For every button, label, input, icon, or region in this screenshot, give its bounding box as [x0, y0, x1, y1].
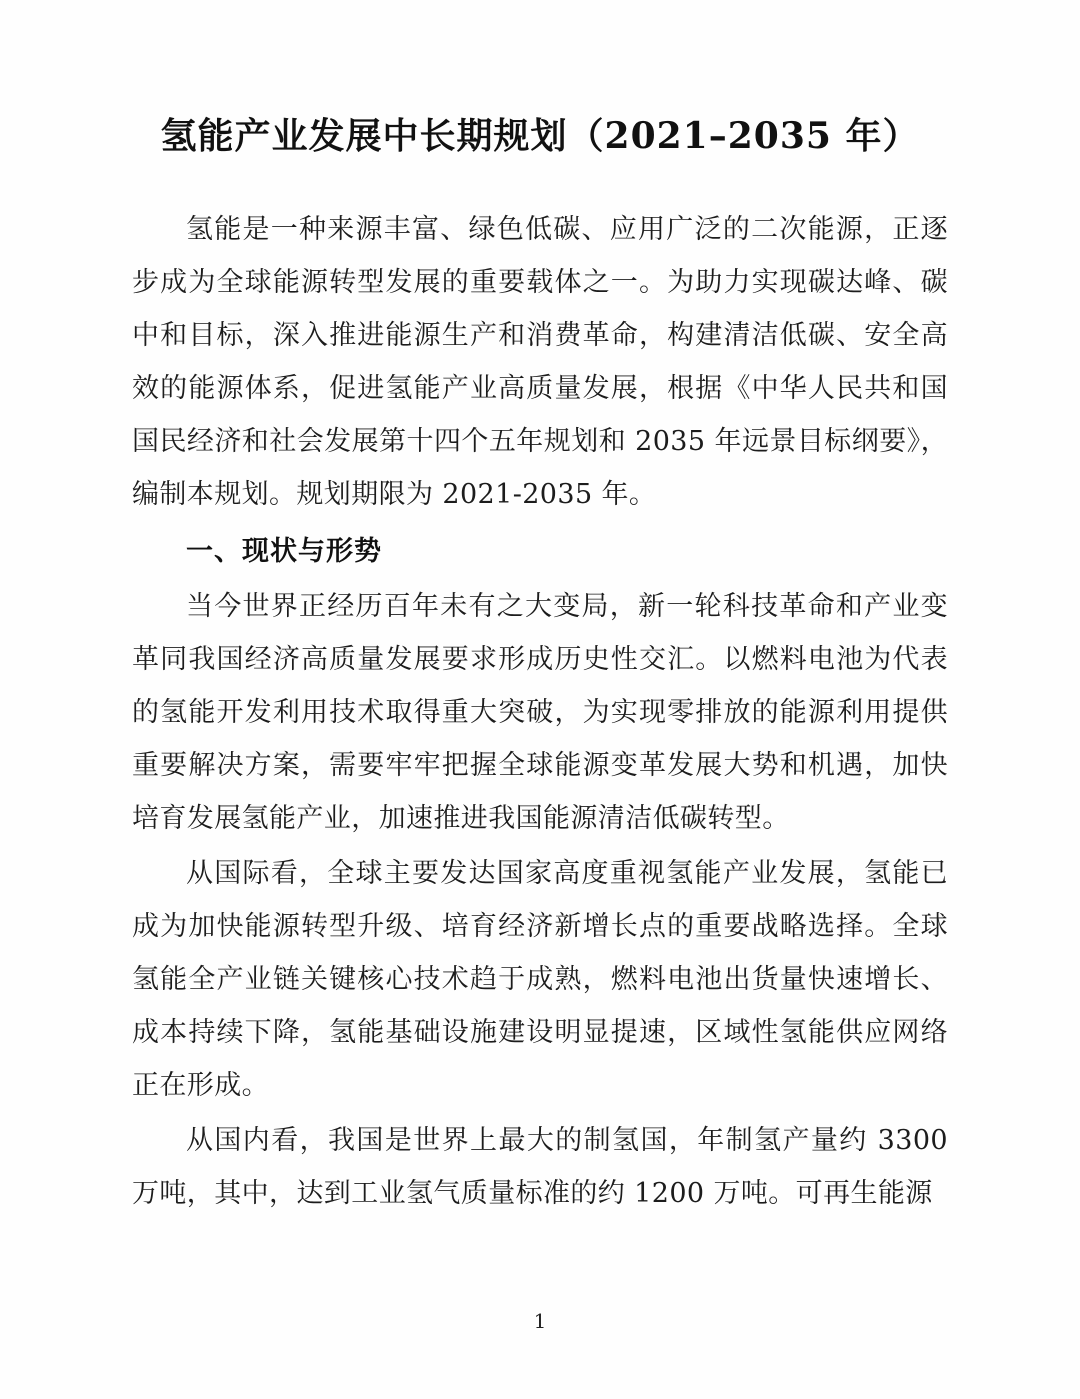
section-heading-current-situation: 一、现状与形势 [186, 536, 382, 567]
paragraph-intro: 氢能是一种来源丰富、绿色低碳、应用广泛的二次能源，正逐步成为全球能源转型发展的重要载体之一。为助力实现碳达峰、碳中和目标，深入推进能源生产和消费革命，构建清洁低碳、安全高效的能源体系，促进氢能产业高质量发展，根据《中华人民共和国国民经济和社会发展第十四个五年规划和 2035 年远景目标纲要》，编制本规划。规划期限为 2021-2035 年。 [132, 214, 948, 510]
page-title: 氢能产业发展中长期规划（2021–2035 年） [160, 115, 920, 157]
paragraph-domestic-view: 从国内看，我国是世界上最大的制氢国，年制氢产量约 3300 万吨，其中，达到工业氢气质量标准的约 1200 万吨。可再生能源 [132, 1125, 948, 1209]
page-number: 1 [533, 1309, 547, 1333]
paragraph-international-view: 从国际看，全球主要发达国家高度重视氢能产业发展，氢能已成为加快能源转型升级、培育经济新增长点的重要战略选择。全球氢能全产业链关键核心技术趋于成熟，燃料电池出货量快速增长、成本持续下降，氢能基础设施建设明显提速，区域性氢能供应网络正在形成。 [132, 858, 948, 1101]
paragraph-global-change: 当今世界正经历百年未有之大变局，新一轮科技革命和产业变革同我国经济高质量发展要求形成历史性交汇。以燃料电池为代表的氢能开发利用技术取得重大突破，为实现零排放的能源利用提供重要解决方案，需要牢牢把握全球能源变革发展大势和机遇，加快培育发展氢能产业，加速推进我国能源清洁低碳转型。 [132, 591, 948, 834]
